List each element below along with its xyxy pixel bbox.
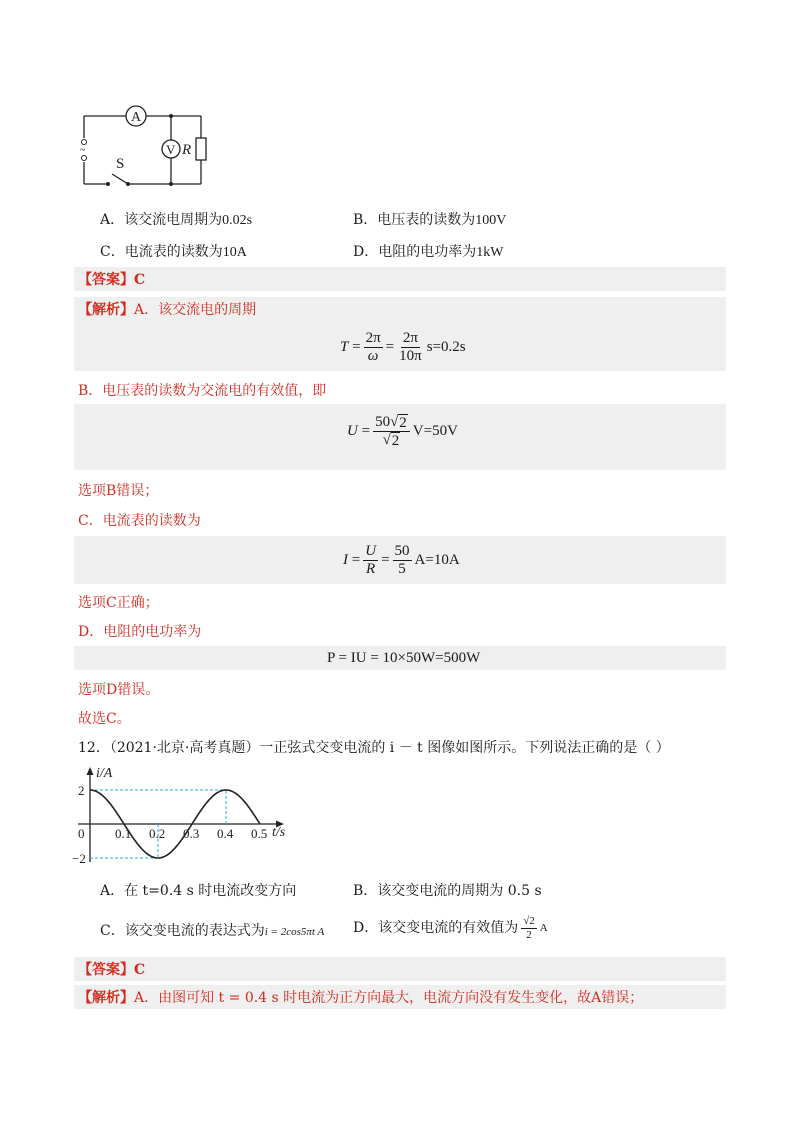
q12-analysis: 【解析】A．由图可知 t = 0.4 s 时电流为正方向最大，电流方向没有发生变化，故A错误； <box>78 990 644 1006</box>
x-tick-label: 0.3 <box>183 826 200 841</box>
q11-option-a: A．该交流电周期为0.02s <box>100 212 253 228</box>
x-tick-label: 0.5 <box>251 826 268 841</box>
ammeter-label: A <box>131 110 142 125</box>
x-tick-label: 0.4 <box>217 826 234 841</box>
voltmeter-label: V <box>166 142 176 157</box>
answer-bar-q11 <box>74 267 726 291</box>
formula-current: I = $\frac{U}{R}$ = $\frac{50}{5}$ A=10A <box>343 542 460 577</box>
it-graph <box>72 760 302 870</box>
analysis-c-text: C．电流表的读数为 <box>78 513 201 529</box>
y-tick-label: 2 <box>78 783 85 798</box>
y-tick-label: −2 <box>72 851 86 866</box>
formula-period: T = $\frac{2\pi}{\omega}$ = $\frac{2\pi}{10\pi}$ s=0.2s <box>340 329 466 364</box>
analysis-b-verdict: 选项B错误； <box>78 483 159 499</box>
x-tick-label: 0.2 <box>149 826 166 841</box>
q12-option-d: D．该交变电流的有效值为 $\frac{√2}{2}$ A <box>353 914 548 941</box>
q12-option-b: B．该交变电流的周期为 0.5 s <box>353 883 542 899</box>
analysis-d-verdict: 选项D错误。 <box>78 682 160 698</box>
y-axis-label: i/A <box>96 766 113 781</box>
x-axis-label: t/s <box>272 825 286 840</box>
analysis-d-text: D．电阻的电功率为 <box>78 624 202 640</box>
analysis-c-verdict: 选项C正确； <box>78 595 159 611</box>
q12-option-c: C．该交变电流的表达式为i = 2cos5πt A <box>100 923 325 939</box>
q12-option-a: A．在 t=0.4 s 时电流改变方向 <box>100 883 297 899</box>
circuit-diagram <box>76 102 216 194</box>
q12-stem: 12．（2021·北京·高考真题）一正弦式交变电流的 i － t 图像如图所示。下列说法正确的是（ ） <box>78 740 670 756</box>
answer-bar-q12 <box>74 957 726 981</box>
analysis-b-text: B．电压表的读数为交流电的有效值，即 <box>78 383 327 399</box>
source-symbol: ~ <box>80 145 86 156</box>
q11-answer: 【答案】C <box>78 272 146 288</box>
q11-option-b: B．电压表的读数为100V <box>353 212 507 228</box>
x-tick-label: 0.1 <box>115 826 132 841</box>
formula-voltage: U = 50 √ 2 √ 2 V=50V <box>347 413 458 449</box>
q11-option-c: C．电流表的读数为10A <box>100 244 247 260</box>
analysis-conclusion: 故选C。 <box>78 711 131 727</box>
q12-answer: 【答案】C <box>78 962 146 978</box>
origin-label: 0 <box>78 826 85 841</box>
analysis-a-text: 【解析】A．该交流电的周期 <box>78 302 257 318</box>
y-axis-arrow <box>87 767 94 775</box>
resistor-label: R <box>182 142 192 158</box>
formula-power: P = IU = 10×50W=500W <box>327 649 481 666</box>
switch-label: S <box>116 156 125 172</box>
q11-option-d: D．电阻的电功率为1kW <box>353 244 504 260</box>
